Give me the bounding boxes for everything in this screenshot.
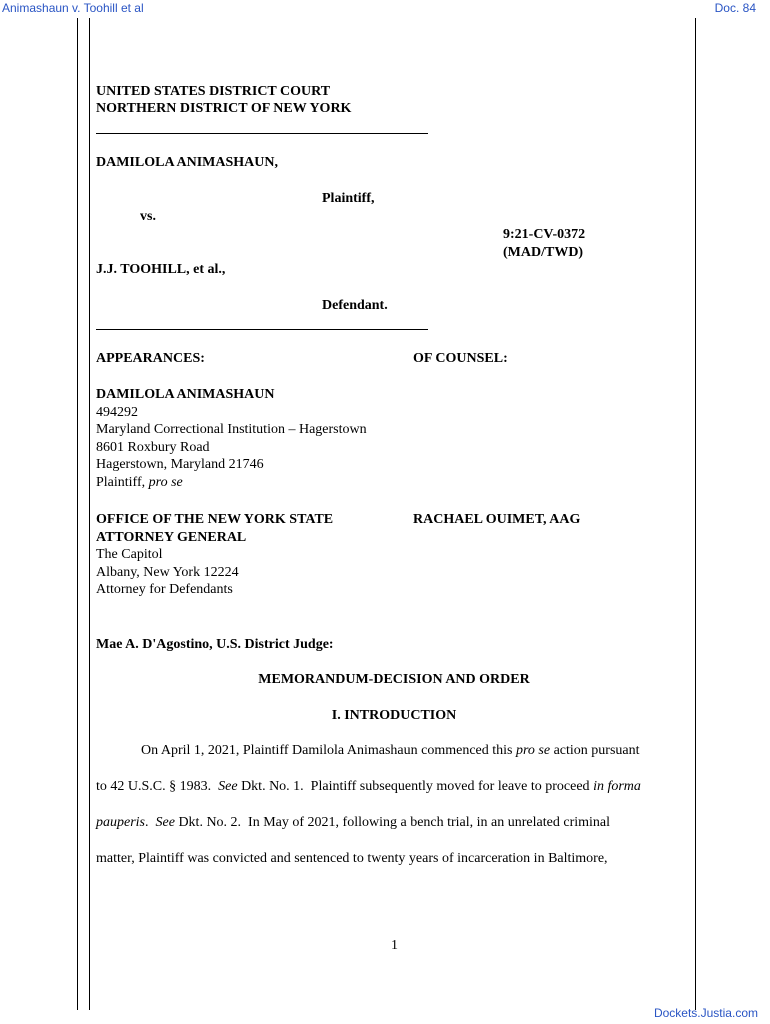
margin-rule-left-inner: [89, 18, 90, 1010]
plaintiff-role-line: [96, 474, 367, 492]
defendants-appearance: [96, 511, 333, 599]
body-line-3-italic-see: See: [155, 815, 175, 830]
plaintiff-appearance: [96, 386, 367, 491]
appearances-heading: APPEARANCES:: [96, 351, 205, 366]
case-judges: (MAD/TWD): [503, 245, 584, 260]
plaintiff-role: Plaintiff,: [322, 191, 375, 206]
ag-role: Attorney for Defendants: [96, 582, 233, 597]
body-line-3-part-b: Dkt. No. 2. In May of 2021, following a bench trial, in an unrelated criminal: [174, 815, 610, 830]
plaintiff-city: Hagerstown, Maryland 21746: [96, 457, 264, 472]
body-line-4: matter, Plaintiff was convicted and sentenced to twenty years of incarceration in Baltimore,: [96, 851, 608, 866]
ag-office-line1: OFFICE OF THE NEW YORK STATE: [96, 512, 334, 527]
body-line-1-part-b: action pursuant: [550, 743, 640, 758]
ag-office-line2: ATTORNEY GENERAL: [96, 529, 247, 545]
section-heading: I. INTRODUCTION: [331, 708, 457, 723]
body-line-2-italic-in-forma: in forma: [593, 779, 641, 794]
body-line-3: [96, 814, 610, 832]
body-line-1-part-a: On April 1, 2021, Plaintiff Damilola Animashaun commenced this: [141, 743, 516, 758]
defense-counsel: RACHAEL OUIMET, AAG: [413, 512, 581, 527]
plaintiff-appearance-name: DAMILOLA ANIMASHAUN: [96, 387, 275, 402]
body-line-2-part-a: to 42 U.S.C. § 1983.: [96, 779, 219, 794]
case-number: 9:21-CV-0372: [503, 227, 586, 242]
case-title-link[interactable]: Animashaun v. Toohill et al: [2, 1, 144, 15]
body-line-3-part-a: .: [145, 815, 156, 830]
justia-source-link[interactable]: Dockets.Justia.com: [653, 1006, 758, 1020]
body-line-1: [141, 742, 640, 760]
body-line-2-italic-see: See: [218, 779, 238, 794]
defendant-role: Defendant.: [322, 298, 388, 313]
margin-rule-left-outer: [77, 18, 78, 1010]
judge-line: Mae A. D'Agostino, U.S. District Judge:: [96, 637, 334, 652]
plaintiff-inmate-number: 494292: [96, 404, 138, 420]
body-line-2-part-b: Dkt. No. 1. Plaintiff subsequently moved for leave to proceed: [237, 779, 594, 794]
caption-rule-bottom: [96, 329, 428, 330]
ag-address-line2: Albany, New York 12224: [96, 564, 239, 580]
ag-address-line1: The Capitol: [96, 547, 163, 562]
page-number: 1: [391, 938, 398, 953]
plaintiff-street: 8601 Roxbury Road: [96, 439, 210, 455]
defendant-name: J.J. TOOHILL, et al.,: [96, 262, 226, 277]
plaintiff-role-prefix: Plaintiff,: [96, 474, 149, 490]
body-line-1-italic: pro se: [515, 743, 551, 758]
body-line-3-italic-pauperis: pauperis: [96, 815, 145, 830]
plaintiff-name: DAMILOLA ANIMASHAUN,: [96, 155, 279, 170]
body-line-2: [96, 778, 641, 796]
document-title: MEMORANDUM-DECISION AND ORDER: [258, 672, 530, 687]
docket-number-link[interactable]: Doc. 84: [714, 1, 756, 15]
versus: vs.: [140, 209, 156, 224]
court-name-line2: NORTHERN DISTRICT OF NEW YORK: [96, 101, 352, 116]
court-name-line1: UNITED STATES DISTRICT COURT: [96, 84, 331, 99]
margin-rule-right: [695, 18, 696, 1010]
plaintiff-institution: Maryland Correctional Institution – Hagerstown: [96, 422, 367, 437]
counsel-heading: OF COUNSEL:: [413, 351, 508, 366]
caption-rule-top: [96, 133, 428, 134]
pro-se-label: pro se: [148, 474, 183, 490]
